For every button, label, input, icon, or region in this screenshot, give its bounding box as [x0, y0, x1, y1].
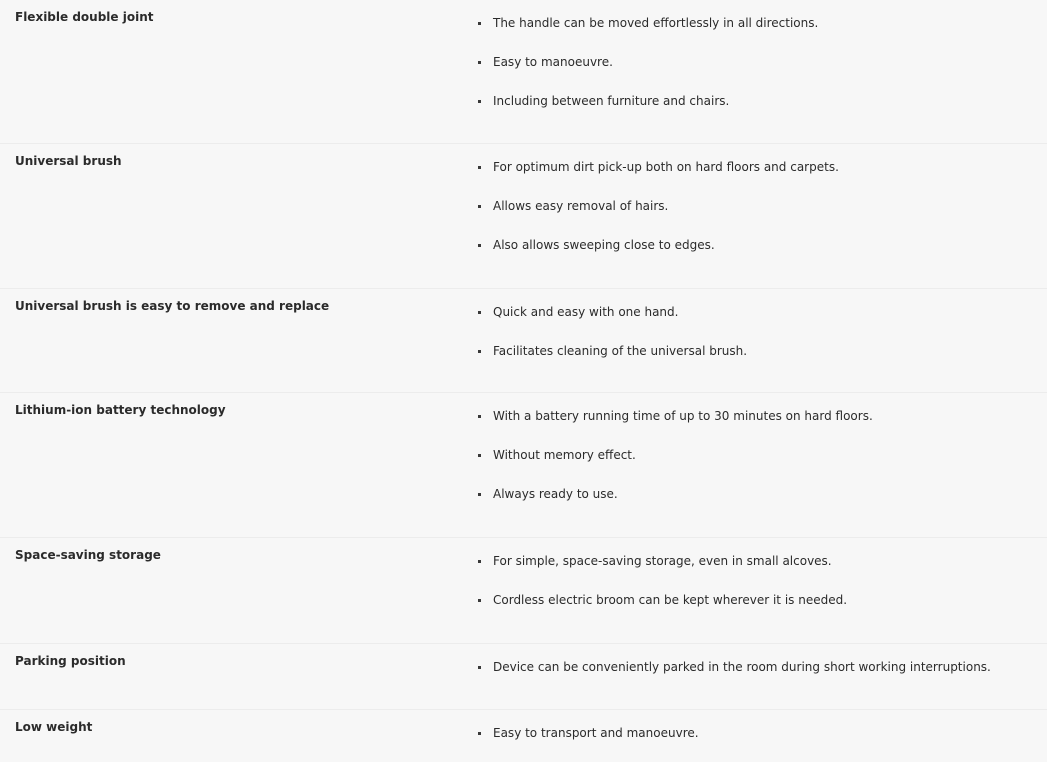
feature-title: Lithium-ion battery technology	[15, 402, 226, 417]
feature-title: Universal brush	[15, 153, 122, 168]
feature-bullet-item: Allows easy removal of hairs.	[475, 199, 1047, 214]
feature-bullet-item: Device can be conveniently parked in the room during short working interruptions.	[475, 660, 1047, 675]
feature-bullet-item: Always ready to use.	[475, 487, 1047, 502]
feature-bullet-item: Easy to manoeuvre.	[475, 55, 1047, 70]
feature-bullet-item: The handle can be moved effortlessly in all directions.	[475, 16, 1047, 31]
feature-bullet-item: Without memory effect.	[475, 448, 1047, 463]
feature-row-low-weight	[0, 709, 1047, 762]
feature-bullet-list	[475, 0, 1047, 137]
feature-bullet-list	[475, 710, 1047, 762]
feature-bullet-item: Also allows sweeping close to edges.	[475, 238, 1047, 253]
feature-row-brush-remove-replace	[0, 288, 1047, 392]
feature-row-universal-brush	[0, 143, 1047, 288]
feature-bullet-item: Facilitates cleaning of the universal brush.	[475, 344, 1047, 359]
feature-details	[475, 392, 1047, 537]
feature-title: Flexible double joint	[15, 10, 154, 24]
feature-details	[475, 537, 1047, 643]
feature-details	[475, 288, 1047, 392]
feature-details	[475, 643, 1047, 709]
feature-row-lithium-ion-battery	[0, 392, 1047, 537]
feature-details	[475, 0, 1047, 143]
feature-title: Low weight	[15, 719, 93, 734]
feature-bullet-list	[475, 289, 1047, 387]
feature-details	[475, 709, 1047, 762]
feature-row-space-saving-storage	[0, 537, 1047, 643]
feature-title: Parking position	[15, 653, 126, 668]
feature-bullet-item: Quick and easy with one hand.	[475, 305, 1047, 320]
feature-row-flexible-double-joint	[0, 0, 1047, 143]
feature-bullet-list	[475, 644, 1047, 703]
feature-bullet-item: For simple, space-saving storage, even in small alcoves.	[475, 554, 1047, 569]
feature-details	[475, 143, 1047, 288]
feature-bullet-item: Easy to transport and manoeuvre.	[475, 726, 1047, 741]
feature-bullet-list	[475, 538, 1047, 636]
feature-bullet-item: Cordless electric broom can be kept wherever it is needed.	[475, 593, 1047, 608]
feature-bullet-list	[475, 393, 1047, 530]
feature-bullet-item: Including between furniture and chairs.	[475, 94, 1047, 109]
feature-title: Space-saving storage	[15, 547, 161, 562]
feature-bullet-list	[475, 144, 1047, 281]
feature-title: Universal brush is easy to remove and replace	[15, 298, 330, 313]
feature-row-parking-position	[0, 643, 1047, 709]
feature-bullet-item: With a battery running time of up to 30 minutes on hard floors.	[475, 409, 1047, 424]
feature-bullet-item: For optimum dirt pick-up both on hard floors and carpets.	[475, 160, 1047, 175]
